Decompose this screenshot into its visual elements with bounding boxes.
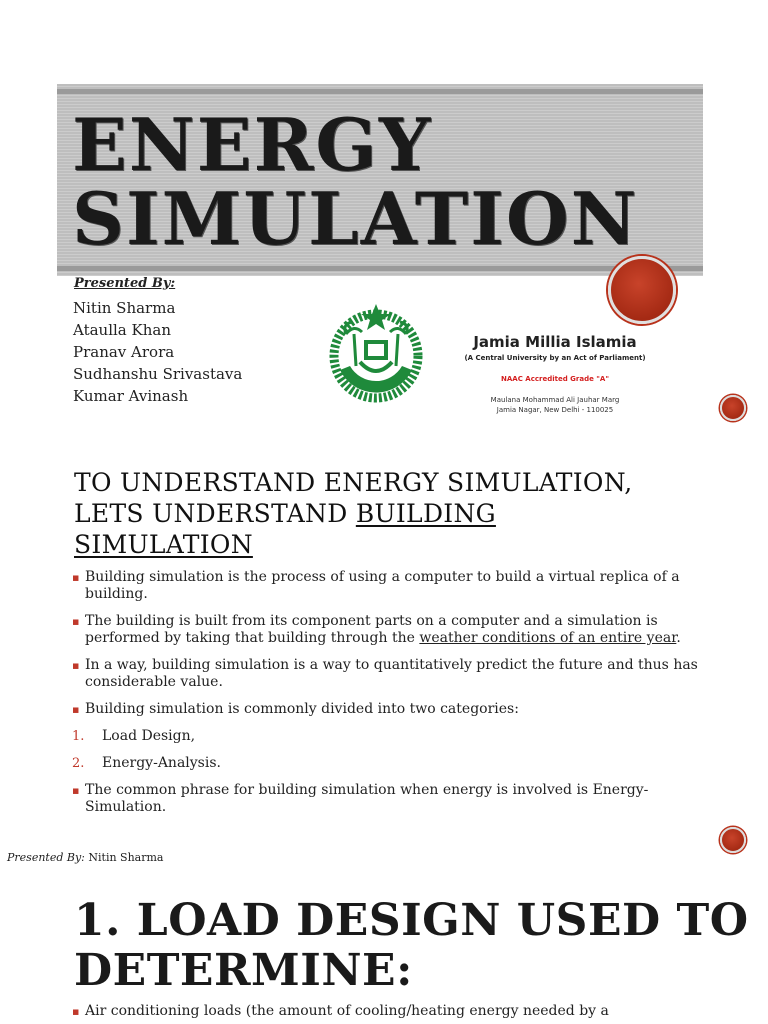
bullet-item: ▪ Air conditioning loads (the amount of cooling/heating energy needed by a bbox=[72, 1003, 715, 1020]
title-line-1: TO UNDERSTAND ENERGY SIMULATION, bbox=[74, 468, 633, 497]
presenter-name: Sudhanshu Srivastava bbox=[73, 365, 243, 383]
slide-title bbox=[72, 102, 639, 261]
slide-title bbox=[74, 896, 749, 996]
title-line-2: LETS UNDERSTAND bbox=[74, 499, 356, 528]
footer-credit bbox=[7, 851, 163, 864]
presenter-name: Nitin Sharma bbox=[73, 299, 176, 317]
institution-subtitle: (A Central University by an Act of Parliament) bbox=[464, 354, 646, 362]
presenter-name: Pranav Arora bbox=[73, 343, 175, 361]
university-emblem bbox=[326, 300, 436, 404]
item-number: 2. bbox=[72, 756, 85, 771]
decorative-circle-large bbox=[608, 256, 676, 324]
slide-title bbox=[74, 467, 714, 560]
title-line-2: DETERMINE: bbox=[74, 945, 413, 996]
decorative-circle-small bbox=[720, 827, 746, 853]
band-stripe-top bbox=[57, 89, 703, 94]
title-line-1: ENERGY bbox=[72, 102, 433, 187]
bullet-item: ▪ Building simulation is commonly divided into two categories: bbox=[72, 701, 702, 718]
footer-label: Presented By: bbox=[7, 851, 85, 864]
bullet-item: ▪ Building simulation is the process of using a computer to build a virtual replica of a building. bbox=[72, 569, 702, 603]
bullet-item bbox=[72, 613, 702, 647]
bullet-item: ▪ The common phrase for building simulation when energy is involved is Energy-Simulation. bbox=[72, 782, 702, 816]
naac-grade: NAAC Accredited Grade "A" bbox=[501, 375, 609, 383]
decorative-circle-small bbox=[720, 395, 746, 421]
numbered-item bbox=[72, 728, 702, 745]
presenter-name: Kumar Avinash bbox=[73, 387, 189, 405]
bullet-text: The building is built from its component parts on a computer and a simulation is performed by taking that building through the bbox=[85, 613, 658, 646]
bullet-list bbox=[72, 569, 702, 826]
band-stripe-bottom bbox=[57, 266, 703, 271]
bullet-text: . bbox=[676, 630, 681, 646]
institution-name: Jamia Millia Islamia bbox=[473, 333, 637, 351]
underlined-phrase: weather conditions of an entire year bbox=[419, 630, 677, 646]
item-text: Load Design, bbox=[102, 728, 196, 744]
numbered-item bbox=[72, 755, 702, 772]
bullet-item: ▪ In a way, building simulation is a way to quantitatively predict the future and thus has considerable value. bbox=[72, 657, 702, 691]
footer-name: Nitin Sharma bbox=[84, 851, 164, 864]
institution-address-line-2: Jamia Nagar, New Delhi - 110025 bbox=[496, 406, 614, 414]
title-line-1: 1. LOAD DESIGN USED TO bbox=[74, 895, 749, 946]
title-line-2: SIMULATION bbox=[72, 176, 639, 261]
presenter-name: Ataulla Khan bbox=[73, 321, 171, 339]
title-underlined-text: SIMULATION bbox=[74, 530, 253, 559]
title-underlined-text: BUILDING bbox=[355, 499, 496, 528]
institution-address-line-1: Maulana Mohammad Ali Jauhar Marg bbox=[490, 396, 620, 404]
item-number: 1. bbox=[72, 729, 85, 744]
presenter-list bbox=[73, 297, 242, 407]
item-text: Energy-Analysis. bbox=[102, 755, 221, 771]
presented-by-label: Presented By: bbox=[74, 276, 176, 291]
